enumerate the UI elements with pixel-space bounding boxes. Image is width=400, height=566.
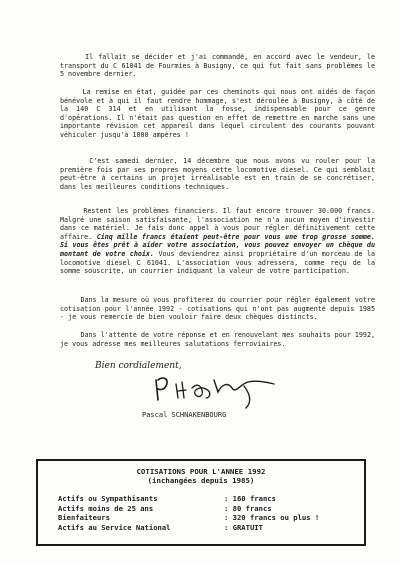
- signatory-name: Pascal SCHNAKENBOURG: [142, 411, 227, 419]
- dues-rates: [58, 494, 358, 532]
- rate-label: Bienfaiteurs: [58, 513, 110, 522]
- paragraph-restoration: La remise en état, guidée par ces cheminots qui nous ont aidés de façon bénévole et à qui il faut rendre hommage, s'est déroulée à Busigny, à côté de la 140 C 314 et en utilisant la fosse, indispensable pour ce genre d'opérations. Il n'était pas question en effet de remettre en marche sans une importante révision cet appareil dans lequel circulent des courants pouvant véhiculer jusqu'à 1000 ampères !: [60, 88, 380, 139]
- rate-value: : GRATUIT: [224, 522, 263, 532]
- dues-box-title: [38, 467, 364, 485]
- dues-title: COTISATIONS POUR L'ANNEE 1992: [136, 467, 266, 476]
- rate-label: Actifs ou Sympathisants: [58, 494, 158, 503]
- rate-value: : 320 francs ou plus !: [224, 513, 320, 522]
- rate-row: [58, 504, 358, 514]
- signature-image: [148, 370, 288, 412]
- rate-row: [58, 513, 358, 523]
- rate-row: [58, 523, 358, 533]
- dues-subtitle: (inchangées depuis 1985): [147, 476, 255, 485]
- financing-text: Restent les problèmes financiers. Il faut encore trouver 30.000 francs. Malgré une saison satisfaisante, l'association ne n'a aucun moyen d'investir dans ce matériel. Je fais donc appel à vous pour régler définitivement cette affaire.: [60, 207, 380, 241]
- paragraph-closing: Dans l'attente de votre réponse et en renouvelant mes souhaits pour 1992, je vous adresse mes meilleures salutations ferroviaires.: [60, 331, 380, 348]
- dues-box: [36, 459, 366, 546]
- rate-label: Actifs au Service National: [58, 522, 171, 532]
- rate-label: Actifs moins de 25 ans: [58, 503, 154, 513]
- paragraph-transport: Il fallait se décider et j'ai commandé, en accord avec le vendeur, le transport du C 61041 de Fourmies à Busigny, ce qui fut fait sans problèmes le 5 novembre dernier.: [60, 53, 380, 79]
- handwritten-closing: Bien cordialement,: [95, 361, 182, 371]
- rate-value: : 160 francs: [224, 494, 276, 503]
- financing-text-end: Vous deviendrez ainsi propriétaire d'un morceau de la locomotive diesel C 61041. L'association vous adressera, comme reçu de la somme souscrite, un courrier indiquant la valeur de votre participation.: [60, 249, 380, 276]
- rate-value: : 80 francs: [224, 503, 272, 513]
- rate-row: [58, 494, 358, 504]
- paragraph-dues: Dans la mesure où vous profiterez du courrier pour régler également votre cotisation pour l'année 1992 - cotisations qui n'ont pas augmenté depuis 1985 - je vous remercie de bien vouloir faire deux chèques distincts.: [60, 296, 380, 322]
- financing-emphasis: Cinq mille francs étaient peut-être pour vous une trop grosse somme. Si vous êtes prêt à aider votre association, vous pouvez envoyer un chèque du montant de votre choix.: [60, 232, 380, 258]
- paragraph-first-run: C'est samedi dernier, 14 décembre que nous avons vu rouler pour la première fois par ses propres moyens cette locomotive diesel. Ce qui semblait peut-être à certains un projet irréalisable est en train de se concrétiser, dans les meilleures conditions techniques.: [60, 157, 380, 191]
- paragraph-financing: [60, 207, 380, 276]
